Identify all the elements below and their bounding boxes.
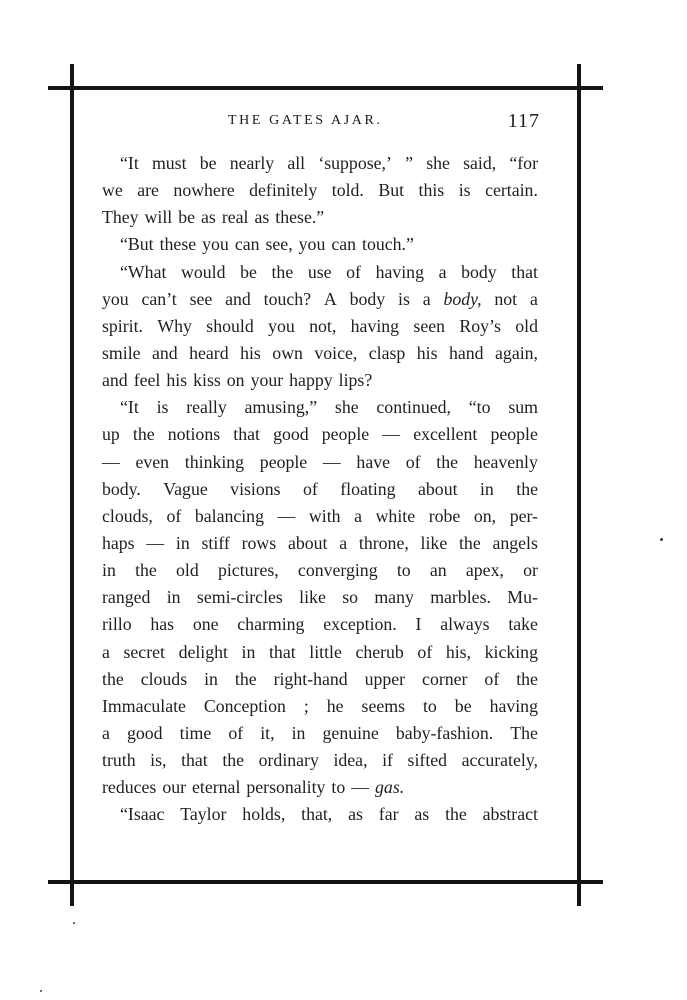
word: — [382, 424, 401, 445]
running-title: THE GATES AJAR. [228, 113, 383, 128]
word: feel [133, 370, 161, 391]
word: can [331, 234, 357, 255]
word: — [146, 532, 165, 553]
word: you [268, 315, 295, 336]
word: is, [150, 750, 167, 771]
text-line [102, 666, 538, 693]
word: and [225, 288, 251, 309]
body-text [102, 150, 538, 829]
word: always [440, 614, 490, 635]
word: time [179, 722, 212, 743]
word: would [181, 261, 226, 282]
word: to [396, 560, 411, 581]
word: kicking [484, 641, 538, 662]
word: Immaculate [102, 695, 186, 716]
word: Vague [163, 478, 208, 499]
word: so [342, 587, 358, 608]
word: body. [102, 478, 141, 499]
word: be [178, 207, 196, 228]
word: — [351, 777, 370, 798]
word: idea, [333, 750, 368, 771]
word: all [287, 153, 306, 173]
text-line [102, 639, 538, 666]
word: our [162, 777, 187, 798]
word: of [346, 261, 361, 282]
word: nowhere [173, 180, 235, 201]
word: clouds, [102, 505, 153, 526]
word: the [234, 668, 257, 689]
word: genuine [322, 722, 379, 743]
word: — [277, 505, 296, 526]
word: abstract [482, 804, 538, 825]
word: But [378, 180, 405, 201]
word: amusing,” [244, 397, 318, 418]
word: throne, [358, 532, 409, 553]
text-line [102, 394, 538, 421]
word: voice, [314, 342, 358, 363]
word: ; [303, 695, 309, 716]
word: They [102, 207, 139, 228]
word: can’t [141, 288, 177, 309]
word: “It [120, 397, 139, 418]
word: about [418, 478, 458, 499]
word: the [102, 668, 124, 689]
word: not [494, 288, 518, 309]
italic-word: gas. [375, 777, 405, 798]
word: visions [230, 478, 281, 499]
word: certain. [485, 180, 538, 201]
word: said, [463, 153, 497, 173]
word: ordinary [258, 750, 319, 771]
word: Roy’s [459, 315, 501, 336]
word: that [233, 424, 260, 445]
word: seems [361, 695, 406, 716]
word: of [484, 668, 500, 689]
word: that [181, 750, 208, 771]
frame-rule-bottom [48, 880, 603, 884]
word: see, [265, 234, 293, 255]
word: people [490, 424, 538, 445]
word: the [135, 560, 157, 581]
word: that [268, 641, 296, 662]
word: Taylor [180, 804, 227, 825]
word: the [436, 451, 458, 472]
text-line [102, 313, 538, 340]
word: his, [445, 641, 472, 662]
word: is [458, 180, 471, 201]
word: use [307, 261, 332, 282]
text-line [102, 747, 538, 774]
word: on [226, 370, 245, 391]
word: eternal [192, 777, 241, 798]
word: it, [260, 722, 275, 743]
word: cherub [355, 641, 404, 662]
word: an [429, 560, 447, 581]
word: ” [405, 153, 413, 173]
text-line [102, 367, 538, 394]
word: excellent [413, 424, 478, 445]
word: clouds [140, 668, 188, 689]
word: these.” [275, 207, 325, 228]
word: people [321, 424, 370, 445]
word: — [102, 451, 120, 472]
word: I [415, 614, 422, 635]
word: continued, [376, 397, 451, 418]
word: have [356, 451, 390, 472]
word: secret [123, 641, 165, 662]
word: A [323, 288, 337, 309]
word: she [426, 153, 450, 173]
text-line [102, 259, 538, 286]
word: a [102, 641, 110, 662]
word: accurately, [461, 750, 538, 771]
word: in [175, 532, 190, 553]
word: that [511, 261, 538, 282]
word: floating [340, 478, 396, 499]
word: you [202, 234, 229, 255]
word: angels [492, 532, 538, 553]
word: happy [289, 370, 333, 391]
word: robe [428, 505, 461, 526]
word: a [422, 288, 431, 309]
word: not, [309, 315, 337, 336]
text-line [102, 611, 538, 638]
word: a [102, 722, 110, 743]
word: up [102, 424, 120, 445]
word: as [201, 207, 216, 228]
word: ranged [102, 587, 151, 608]
word: smile [102, 342, 141, 363]
word: must [151, 153, 187, 173]
word: has [150, 614, 175, 635]
text-line [102, 720, 538, 747]
word: corner [422, 668, 468, 689]
word: “for [509, 153, 538, 173]
word: ‘suppose,’ [318, 153, 392, 173]
word: these [159, 234, 197, 255]
word: semi-circles [196, 587, 283, 608]
word: the [222, 750, 245, 771]
text-line [102, 204, 538, 231]
text-line [102, 530, 538, 557]
word: that, [301, 804, 333, 825]
word: old [515, 315, 538, 336]
word: clasp [368, 342, 406, 363]
word: we [102, 180, 123, 201]
word: take [508, 614, 538, 635]
word: hand [449, 342, 484, 363]
word: people [259, 451, 308, 472]
word: own [272, 342, 303, 363]
word: reduces [102, 777, 157, 798]
word: on, [473, 505, 497, 526]
word: can [234, 234, 260, 255]
word: delight [178, 641, 228, 662]
text-line [102, 557, 538, 584]
word: having [375, 261, 424, 282]
word: converging [297, 560, 378, 581]
word: pictures, [217, 560, 279, 581]
word: old [176, 560, 199, 581]
word: be [454, 695, 472, 716]
text-line [102, 150, 538, 177]
word: the [271, 261, 294, 282]
word: far [378, 804, 399, 825]
word: touch.” [362, 234, 414, 255]
word: truth [102, 750, 136, 771]
word: heard [189, 342, 229, 363]
word: “It [120, 153, 139, 173]
word: really [186, 397, 227, 418]
word: rillo [102, 614, 132, 635]
word: exception. [323, 614, 397, 635]
frame-rule-top [48, 86, 603, 90]
word: be [240, 261, 257, 282]
word: per- [509, 505, 538, 526]
word: Mu- [507, 587, 538, 608]
word: again, [495, 342, 538, 363]
frame-rule-left [70, 64, 74, 906]
word: the [445, 804, 467, 825]
word: is [398, 288, 410, 309]
text-line [102, 421, 538, 448]
word: “to [468, 397, 491, 418]
word: white [375, 505, 416, 526]
word: with [308, 505, 341, 526]
word: “What [120, 261, 167, 282]
word: good [273, 424, 309, 445]
word: this [418, 180, 445, 201]
word: like [420, 532, 448, 553]
word: in [479, 478, 494, 499]
word: many [374, 587, 414, 608]
word: baby-fashion. [395, 722, 494, 743]
word: touch? [263, 288, 312, 309]
word: rows [241, 532, 277, 553]
text-line [102, 231, 538, 258]
word: be [199, 153, 217, 173]
word: little [309, 641, 342, 662]
word: definitely [249, 180, 318, 201]
word: kiss [193, 370, 221, 391]
word: holds, [242, 804, 286, 825]
word: told. [331, 180, 364, 201]
word: in [102, 560, 116, 581]
word: real [221, 207, 249, 228]
word: thinking [184, 451, 245, 472]
word: to [331, 777, 346, 798]
word: and [151, 342, 178, 363]
word: about [287, 532, 328, 553]
word: good [126, 722, 163, 743]
word: of [405, 451, 421, 472]
word: apex, [465, 560, 504, 581]
word: of [417, 641, 433, 662]
word: one [192, 614, 219, 635]
word: in [241, 641, 256, 662]
word: the [516, 668, 538, 689]
word: nearly [229, 153, 275, 173]
word: upper [364, 668, 406, 689]
text-line [102, 286, 538, 313]
word: stiff [201, 532, 230, 553]
word: see [189, 288, 213, 309]
word: Why [157, 315, 192, 336]
word: his [240, 342, 261, 363]
word: you [298, 234, 326, 255]
word: The [510, 722, 538, 743]
italic-word: body, [443, 288, 482, 309]
word [375, 774, 410, 801]
word: he [326, 695, 344, 716]
word: she [334, 397, 359, 418]
text-line [102, 584, 538, 611]
word: to [422, 695, 437, 716]
word: should [206, 315, 254, 336]
word: balancing [194, 505, 264, 526]
word: of [303, 478, 318, 499]
word: a [354, 505, 363, 526]
word: as [414, 804, 430, 825]
word: sifted [407, 750, 448, 771]
word: haps [102, 532, 135, 553]
text-line [102, 177, 538, 204]
running-head [100, 110, 540, 135]
text-line [102, 503, 538, 530]
word: — [322, 451, 341, 472]
text-line [102, 801, 538, 828]
word: and [102, 370, 128, 391]
word: you [102, 288, 129, 309]
frame-rule-right [577, 64, 581, 906]
word: personality [246, 777, 326, 798]
word: of [166, 505, 182, 526]
paper-speck [73, 922, 75, 924]
word: seen [413, 315, 446, 336]
word: are [137, 180, 159, 201]
word: a [438, 261, 447, 282]
word: Conception [203, 695, 286, 716]
word: body [349, 288, 386, 309]
word: lips? [338, 370, 373, 391]
text-line [102, 774, 538, 801]
word: spirit. [102, 315, 143, 336]
paper-speck [660, 538, 663, 541]
text-line [102, 449, 538, 476]
word: in [291, 722, 306, 743]
word: a [529, 288, 538, 309]
word: heavenly [473, 451, 538, 472]
word: even [135, 451, 170, 472]
word: a [339, 532, 348, 553]
word: if [382, 750, 393, 771]
word: the [516, 478, 538, 499]
word: as [348, 804, 363, 825]
word: right-hand [273, 668, 348, 689]
word: having [489, 695, 538, 716]
word: body [461, 261, 497, 282]
word: sum [508, 397, 538, 418]
word: like [299, 587, 326, 608]
paper-speck [40, 990, 42, 992]
word [443, 286, 481, 313]
text-line [102, 693, 538, 720]
word: the [132, 424, 155, 445]
word: charming [237, 614, 305, 635]
word: “Isaac [120, 804, 165, 825]
word: is [156, 397, 169, 418]
word: in [204, 668, 218, 689]
word: notions [167, 424, 221, 445]
word: of [228, 722, 244, 743]
text-line [102, 476, 538, 503]
word: in [166, 587, 181, 608]
page-number: 117 [507, 110, 540, 132]
word: as [254, 207, 270, 228]
word: his [166, 370, 188, 391]
word: or [523, 560, 538, 581]
word: having [350, 315, 400, 336]
word: his [416, 342, 438, 363]
word: “But [120, 234, 154, 255]
word: will [144, 207, 173, 228]
word: marbles. [430, 587, 491, 608]
word: your [250, 370, 284, 391]
text-line [102, 340, 538, 367]
word: the [458, 532, 481, 553]
